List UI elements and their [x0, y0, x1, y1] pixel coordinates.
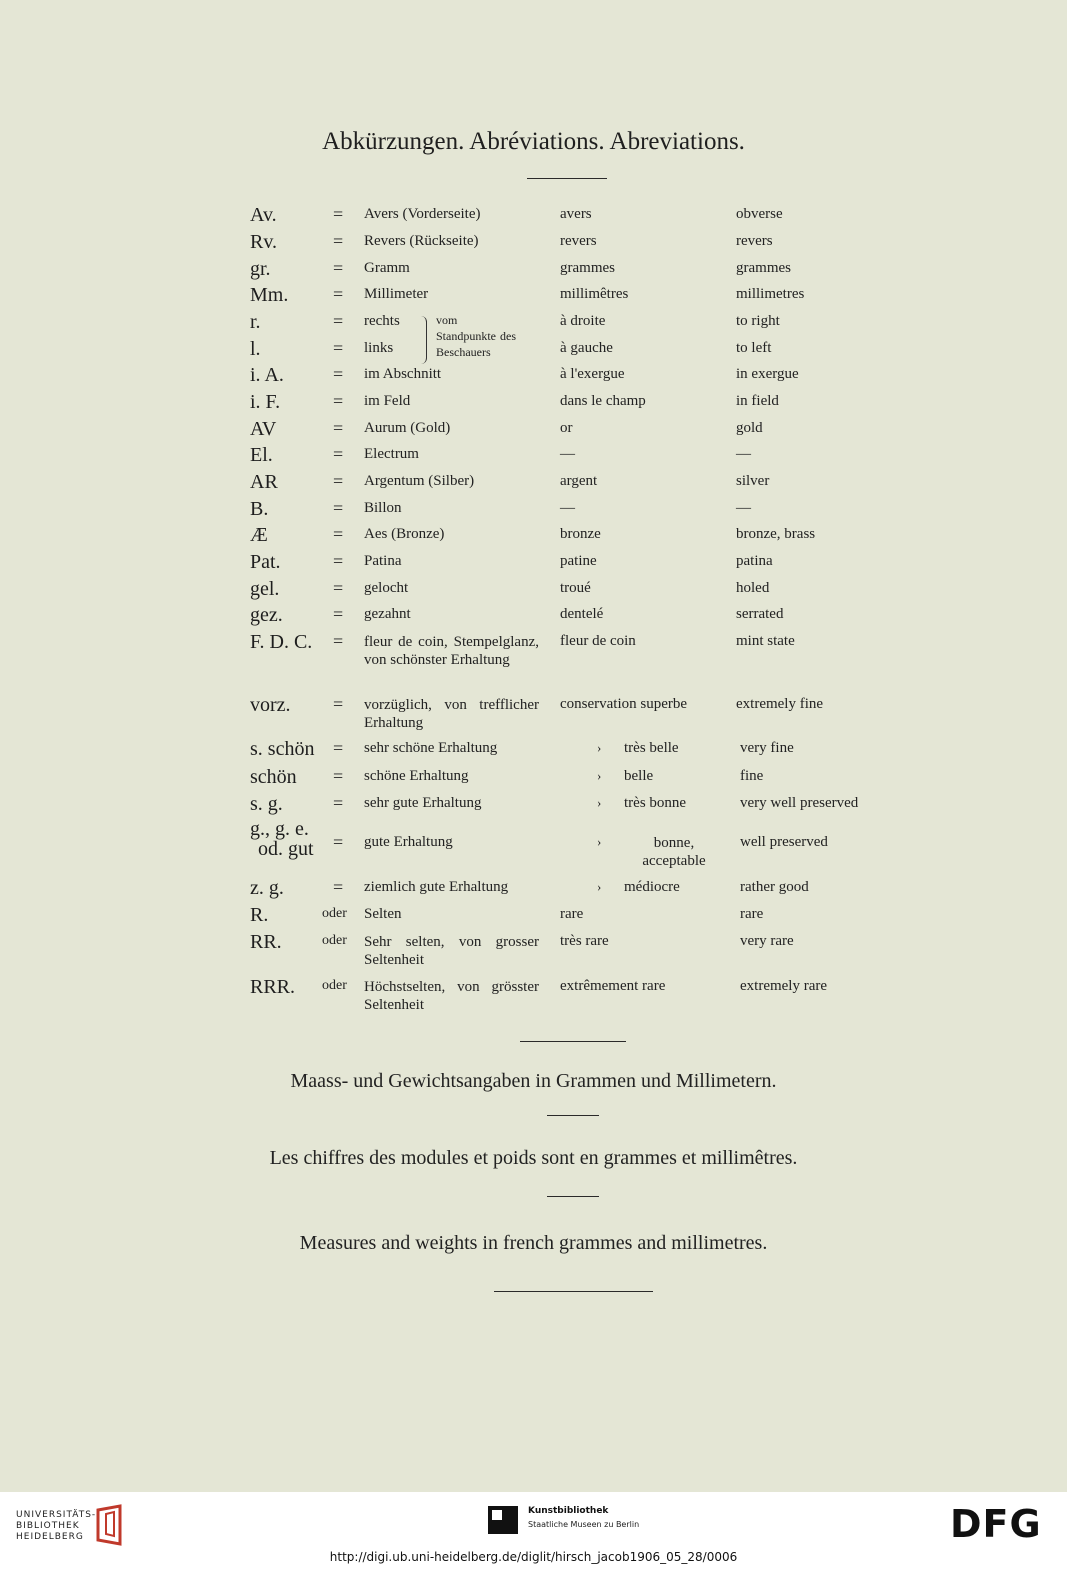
english-term: well preserved	[740, 834, 828, 850]
ditto-mark: ›	[597, 879, 602, 894]
english-term: obverse	[736, 206, 783, 222]
abbreviation: i. A.	[250, 364, 284, 386]
german-term: Sehr selten, von grosser Seltenheit	[364, 934, 539, 968]
english-term: revers	[736, 233, 773, 249]
equals-sign: =	[333, 524, 344, 544]
kunstbibliothek-title: Kunstbibliothek	[528, 1506, 609, 1516]
english-term: in exergue	[736, 366, 799, 382]
equals-sign: =	[333, 832, 344, 852]
ditto-mark: ›	[597, 795, 602, 810]
equals-sign: =	[333, 604, 344, 624]
permalink-url[interactable]: http://digi.ub.uni-heidelberg.de/diglit/hirsch_jacob1906_05_28/0006	[329, 1550, 738, 1564]
abbreviation: gel.	[250, 578, 280, 600]
french-term: or	[560, 420, 573, 436]
abbreviation: Pat.	[250, 551, 281, 573]
english-term: in field	[736, 393, 779, 409]
french-term: dentelé	[560, 606, 604, 622]
equals-sign: =	[333, 391, 344, 411]
equals-sign: =	[333, 766, 344, 786]
english-term: serrated	[736, 606, 784, 622]
french-term: —	[560, 446, 575, 462]
german-term: ziemlich gute Erhaltung	[364, 879, 509, 895]
german-term: Millimeter	[364, 286, 429, 302]
german-term: Argentum (Silber)	[364, 473, 475, 489]
french-term: troué	[560, 580, 591, 596]
kunstbibliothek-subtitle: Staatliche Museen zu Berlin	[528, 1520, 640, 1529]
german-term: fleur de coin, Stempelglanz, von schönster Erhaltung	[364, 634, 539, 668]
abbreviation: AV	[250, 418, 277, 440]
english-term: extremely fine	[736, 696, 824, 712]
equals-sign: oder	[322, 906, 347, 921]
french-term: grammes	[560, 260, 615, 276]
french-term: patine	[560, 553, 597, 569]
equals-sign: =	[333, 471, 344, 491]
german-term: gezahnt	[364, 606, 411, 622]
abbreviation-variant: od. gut	[258, 838, 314, 860]
ditto-mark: ›	[597, 740, 602, 755]
french-term: millimêtres	[560, 286, 629, 302]
equals-sign: oder	[322, 978, 347, 993]
english-term: gold	[736, 420, 763, 436]
english-term: millimetres	[736, 286, 805, 302]
english-term: holed	[736, 580, 770, 596]
abbreviation: El.	[250, 444, 273, 466]
french-term: bronze	[560, 526, 601, 542]
abbreviation: AR	[250, 471, 278, 493]
french-term: dans le champ	[560, 393, 646, 409]
equals-sign: =	[333, 204, 344, 224]
english-term: —	[736, 446, 751, 462]
abbreviation: F. D. C.	[250, 631, 313, 653]
abbreviation: gr.	[250, 258, 271, 280]
english-term: silver	[736, 473, 770, 489]
french-term: à l'exergue	[560, 366, 625, 382]
equals-sign: =	[333, 311, 344, 331]
equals-sign: =	[333, 231, 344, 251]
note-divider-1	[547, 1115, 599, 1116]
french-term: extrêmement rare	[560, 978, 666, 994]
abbreviation: B.	[250, 498, 269, 520]
german-term: schöne Erhaltung	[364, 768, 469, 784]
french-term: argent	[560, 473, 598, 489]
german-term: Avers (Vorderseite)	[364, 206, 481, 222]
english-term: very rare	[740, 933, 794, 949]
english-term: bronze, brass	[736, 526, 816, 542]
french-term: revers	[560, 233, 597, 249]
german-term: im Abschnitt	[364, 366, 442, 382]
french-term: bonne, acceptable	[642, 835, 706, 869]
german-term: im Feld	[364, 393, 411, 409]
equals-sign: =	[333, 631, 344, 651]
abbreviation: s. schön	[250, 738, 315, 760]
german-term: Gramm	[364, 260, 410, 276]
english-term: mint state	[736, 633, 795, 649]
french-term: belle	[624, 768, 654, 784]
page-title: Abkürzungen. Abréviations. Abreviations.	[322, 128, 745, 155]
english-term: grammes	[736, 260, 791, 276]
english-term: patina	[736, 553, 773, 569]
french-term: très rare	[560, 933, 609, 949]
german-term: Höchstselten, von grösster Seltenheit	[364, 979, 539, 1013]
english-term: fine	[740, 768, 764, 784]
abbreviation: g., g. e.	[250, 818, 309, 840]
english-term: to right	[736, 313, 780, 329]
english-term: —	[736, 500, 751, 516]
german-term: Selten	[364, 906, 402, 922]
german-term: Patina	[364, 553, 402, 569]
kunstbibliothek-logo-icon	[488, 1506, 522, 1536]
english-term: rather good	[740, 879, 809, 895]
german-term: gute Erhaltung	[364, 834, 453, 850]
equals-sign: =	[333, 694, 344, 714]
equals-sign: =	[333, 444, 344, 464]
abbreviation: schön	[250, 766, 297, 788]
german-term: Aes (Bronze)	[364, 526, 445, 542]
french-term: rare	[560, 906, 584, 922]
equals-sign: =	[333, 551, 344, 571]
french-term: médiocre	[624, 879, 680, 895]
brace-symbol	[418, 316, 427, 364]
equals-sign: =	[333, 338, 344, 358]
english-term: to left	[736, 340, 772, 356]
abbreviation: Av.	[250, 204, 277, 226]
equals-sign: oder	[322, 933, 347, 948]
equals-sign: =	[333, 364, 344, 384]
note-divider-2	[547, 1196, 599, 1197]
title-divider	[527, 178, 607, 179]
equals-sign: =	[333, 284, 344, 304]
note-french: Les chiffres des modules et poids sont en grammes et millimêtres.	[269, 1147, 798, 1169]
abbreviation: R.	[250, 904, 269, 926]
abbreviation: RRR.	[250, 976, 296, 998]
french-term: à droite	[560, 313, 606, 329]
equals-sign: =	[333, 877, 344, 897]
ditto-mark: ›	[597, 768, 602, 783]
brace-note: vom Standpunkte des Beschauers	[436, 313, 516, 359]
english-term: rare	[740, 906, 764, 922]
library-emblem-icon	[92, 1504, 126, 1548]
german-term: rechts	[364, 313, 400, 329]
english-term: very fine	[740, 740, 794, 756]
french-term: à gauche	[560, 340, 613, 356]
equals-sign: =	[333, 578, 344, 598]
german-term: Aurum (Gold)	[364, 420, 451, 436]
equals-sign: =	[333, 258, 344, 278]
dfg-logo[interactable]: DFG	[950, 1502, 1042, 1546]
abbreviation: r.	[250, 311, 261, 333]
french-term: fleur de coin	[560, 633, 636, 649]
abbreviation: i. F.	[250, 391, 281, 413]
english-term: very well preserved	[740, 795, 859, 811]
french-term: —	[560, 500, 575, 516]
abbreviation: vorz.	[250, 694, 291, 716]
german-term: Billon	[364, 500, 402, 516]
ditto-mark: ›	[597, 834, 602, 849]
equals-sign: =	[333, 418, 344, 438]
abbreviation: Mm.	[250, 284, 289, 306]
french-term: avers	[560, 206, 592, 222]
german-term: sehr gute Erhaltung	[364, 795, 482, 811]
abbreviation: z. g.	[250, 877, 284, 899]
equals-sign: =	[333, 793, 344, 813]
university-library-logo[interactable]: UNIVERSITÄTS- BIBLIOTHEK HEIDELBERG	[16, 1510, 97, 1542]
viewer-footer	[0, 1492, 1067, 1569]
german-term: Revers (Rückseite)	[364, 233, 479, 249]
bottom-divider	[494, 1291, 653, 1292]
french-term: très bonne	[624, 795, 687, 811]
french-term: très belle	[624, 740, 679, 756]
abbreviation: gez.	[250, 604, 283, 626]
french-term: conservation superbe	[560, 696, 688, 712]
german-term: Electrum	[364, 446, 419, 462]
abbreviation: RR.	[250, 931, 282, 953]
german-term: vorzüglich, von trefflicher Erhaltung	[364, 697, 539, 731]
abbreviation: s. g.	[250, 793, 283, 815]
german-term: sehr schöne Erhaltung	[364, 740, 498, 756]
german-term: links	[364, 340, 394, 356]
note-english: Measures and weights in french grammes and millimetres.	[299, 1232, 768, 1254]
abbreviation: l.	[250, 338, 261, 360]
abbreviation: Æ	[250, 524, 268, 546]
german-term: gelocht	[364, 580, 409, 596]
equals-sign: =	[333, 738, 344, 758]
table-divider	[520, 1041, 626, 1042]
abbreviation: Rv.	[250, 231, 278, 253]
note-german: Maass- und Gewichtsangaben in Grammen und Millimetern.	[290, 1070, 777, 1092]
equals-sign: =	[333, 498, 344, 518]
english-term: extremely rare	[740, 978, 828, 994]
